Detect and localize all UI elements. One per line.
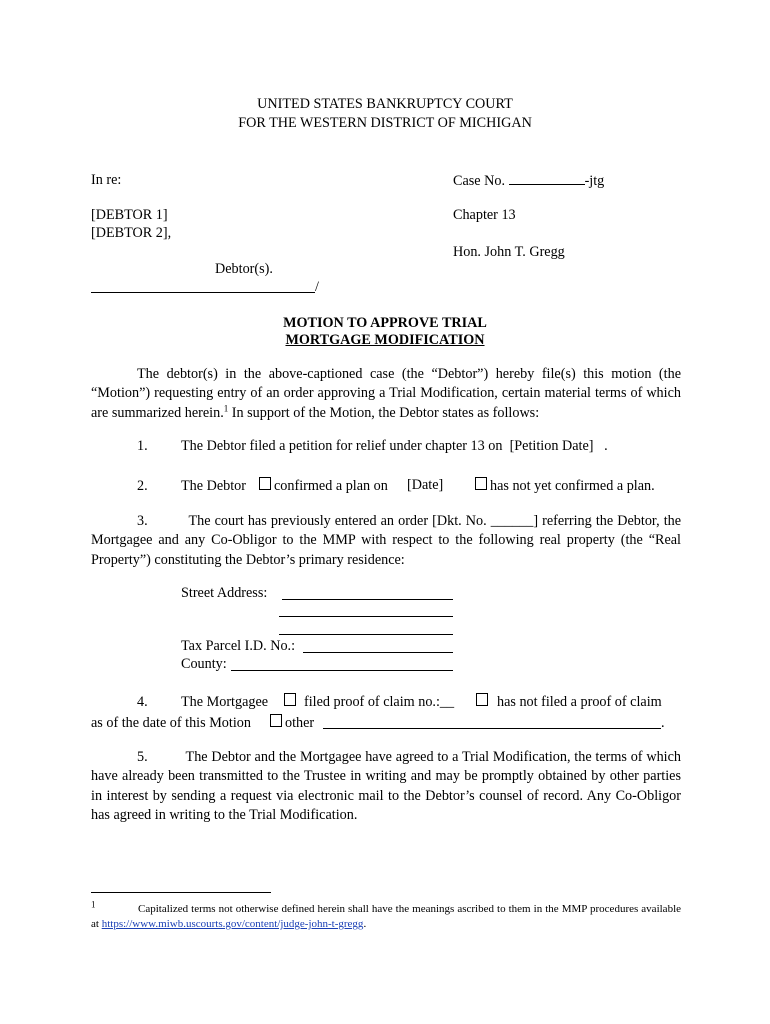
item1-period: . (604, 438, 608, 454)
tax-parcel-field[interactable] (303, 652, 453, 653)
filed-claim-checkbox[interactable] (284, 693, 296, 706)
footnote-ref[interactable]: 1 (223, 403, 229, 414)
item4-period: . (661, 715, 665, 731)
court-name: UNITED STATES BANKRUPTCY COURT (257, 96, 513, 112)
judge-name: Hon. John T. Gregg (453, 244, 565, 260)
county-label: County: (181, 656, 227, 672)
item4-line2: as of the date of this Motion (91, 715, 251, 731)
court-district: FOR THE WESTERN DISTRICT OF MICHIGAN (238, 115, 532, 131)
footnote-period: . (363, 918, 367, 930)
other-checkbox[interactable] (270, 714, 282, 727)
street-address-line-1[interactable] (282, 599, 453, 600)
item3-paragraph (91, 512, 681, 570)
debtor-2: [DEBTOR 2], (91, 225, 172, 241)
in-re-label: In re: (91, 172, 122, 188)
confirmed-plan-checkbox[interactable] (259, 477, 271, 490)
debtor-1: [DEBTOR 1] (91, 207, 168, 223)
motion-title-underlined: MORTGAGE MODIFICATION (285, 332, 485, 348)
filed-claim-label: filed proof of claim no.:__ (304, 694, 455, 710)
docket-number-field[interactable]: ______ (490, 513, 534, 529)
not-confirmed-label: has not yet confirmed a plan. (490, 478, 655, 494)
other-field[interactable] (323, 728, 661, 729)
item1-number: 1. (137, 438, 148, 454)
footnote (91, 899, 682, 932)
item3-text: The court has previously entered an order [Dkt. No. (188, 513, 487, 529)
other-label: other (285, 715, 315, 731)
intro-text: The debtor(s) in the above-captioned case (the “Debtor”) hereby file(s) this motion (the “Motion”) requesting entry of an order approving a Trial Modification, certain material terms of which are summarized herein. (91, 366, 681, 421)
item5-text: The Debtor and the Mortgagee have agreed to a Trial Modification, the terms of which have already been transmitted to the Trustee in writing and may be promptly obtained by other parties in interest by sending a request via electronic mail to the Debtor’s counsel of record. Any Co-Obligor has agreed in writing to the Trial Modification. (91, 749, 681, 824)
not-filed-claim-checkbox[interactable] (476, 693, 488, 706)
caption-slash: / (315, 279, 319, 295)
street-address-line-2[interactable] (279, 616, 453, 617)
motion-title-line2 (0, 331, 770, 349)
footnote-text: Capitalized terms not otherwise defined herein shall have the meanings ascribed to them in the MMP procedures available at (91, 903, 682, 930)
debtors-label: Debtor(s). (215, 261, 273, 277)
intro-text-end: In support of the Motion, the Debtor states as follows: (228, 404, 540, 421)
tax-parcel-label: Tax Parcel I.D. No.: (181, 638, 296, 654)
footnote-separator (91, 892, 271, 893)
item1-text (181, 437, 608, 455)
not-filed-claim-label: has not filed a proof of claim (497, 694, 662, 710)
item3-text-end: ] referring the Debtor, the Mortgagee and any Co-Obligor to the MMP with respect to the following real property (the “Real Property”) constituting the Debtor’s primary residence: (91, 513, 682, 568)
item4-number: 4. (137, 694, 148, 710)
not-confirmed-checkbox[interactable] (475, 477, 487, 490)
item3-number: 3. (137, 513, 148, 529)
case-number-label: Case No. (453, 173, 506, 189)
petition-date-field[interactable]: [Petition Date] (509, 438, 594, 454)
item2-lead: The Debtor (181, 478, 247, 494)
caption-underline (91, 292, 315, 293)
street-address-label: Street Address: (181, 585, 268, 601)
case-number-blank[interactable] (509, 171, 585, 185)
motion-title-line1: MOTION TO APPROVE TRIAL (283, 315, 487, 331)
chapter-label: Chapter 13 (453, 207, 516, 223)
footnote-link[interactable]: https://www.miwb.uscourts.gov/content/judge-john-t-gregg (101, 918, 364, 930)
case-number (453, 171, 604, 190)
confirmed-plan-label: confirmed a plan on (274, 478, 388, 494)
case-number-suffix: -jtg (584, 173, 605, 189)
county-field[interactable] (231, 670, 453, 671)
footnote-number: 1 (91, 899, 96, 910)
item4-lead: The Mortgagee (181, 694, 269, 710)
item5-paragraph (91, 748, 681, 826)
item2-number: 2. (137, 478, 148, 494)
item1-label: The Debtor filed a petition for relief under chapter 13 on (181, 438, 503, 454)
street-address-line-3[interactable] (279, 634, 453, 635)
confirm-date-field[interactable]: [Date] (407, 477, 444, 493)
intro-paragraph (91, 365, 681, 423)
item5-number: 5. (137, 749, 148, 765)
